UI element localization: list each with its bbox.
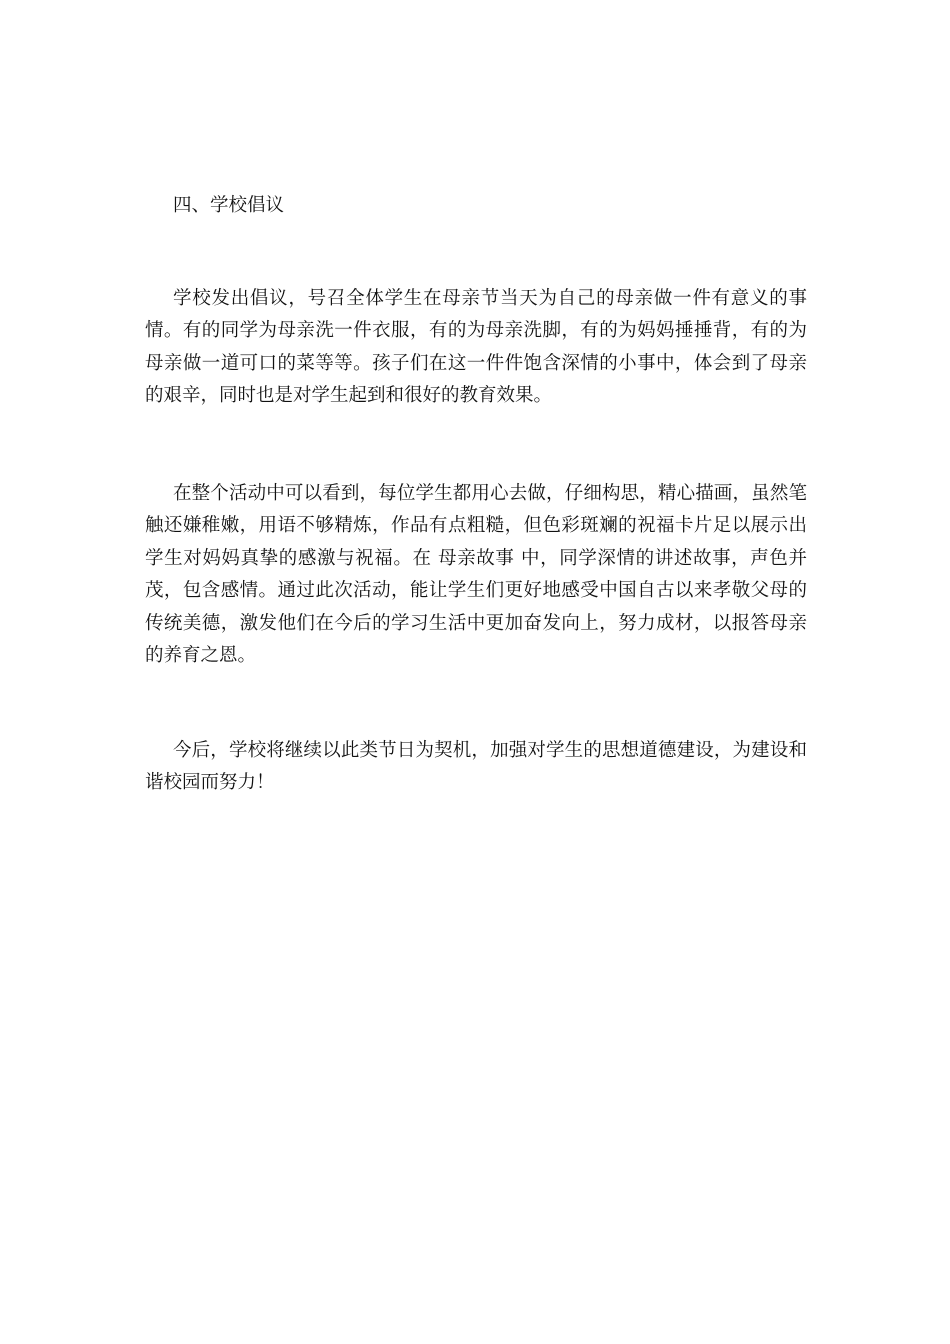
- paragraph-activity: 在整个活动中可以看到，每位学生都用心去做，仔细构思，精心描画，虽然笔触还嫌稚嫩，用语不够精炼，作品有点粗糙，但色彩斑斓的祝福卡片足以展示出学生对妈妈真挚的感激与祝福。在 母亲故事 中，同学深情的讲述故事，声色并茂，包含感情。通过此次活动，能让学生们更好地感受中国自古以来孝敬父母的传统美德，激发他们在今后的学习生活中更加奋发向上，努力成材，以报答母亲的养育之恩。: [145, 482, 807, 666]
- paragraph-initiative: 学校发出倡议，号召全体学生在母亲节当天为自己的母亲做一件有意义的事情。有的同学为母亲洗一件衣服，有的为母亲洗脚，有的为妈妈捶捶背，有的为母亲做一道可口的菜等等。孩子们在这一件件饱含深情的小事中，体会到了母亲的艰辛，同时也是对学生起到和很好的教育效果。: [145, 287, 807, 406]
- paragraph-conclusion: 今后，学校将继续以此类节日为契机，加强对学生的思想道德建设，为建设和谐校园而努力！: [145, 739, 807, 793]
- spacer: [145, 413, 807, 478]
- document-body: [145, 190, 807, 800]
- spacer: [145, 223, 807, 283]
- section-heading: 四、学校倡议: [173, 195, 285, 216]
- spacer: [145, 673, 807, 735]
